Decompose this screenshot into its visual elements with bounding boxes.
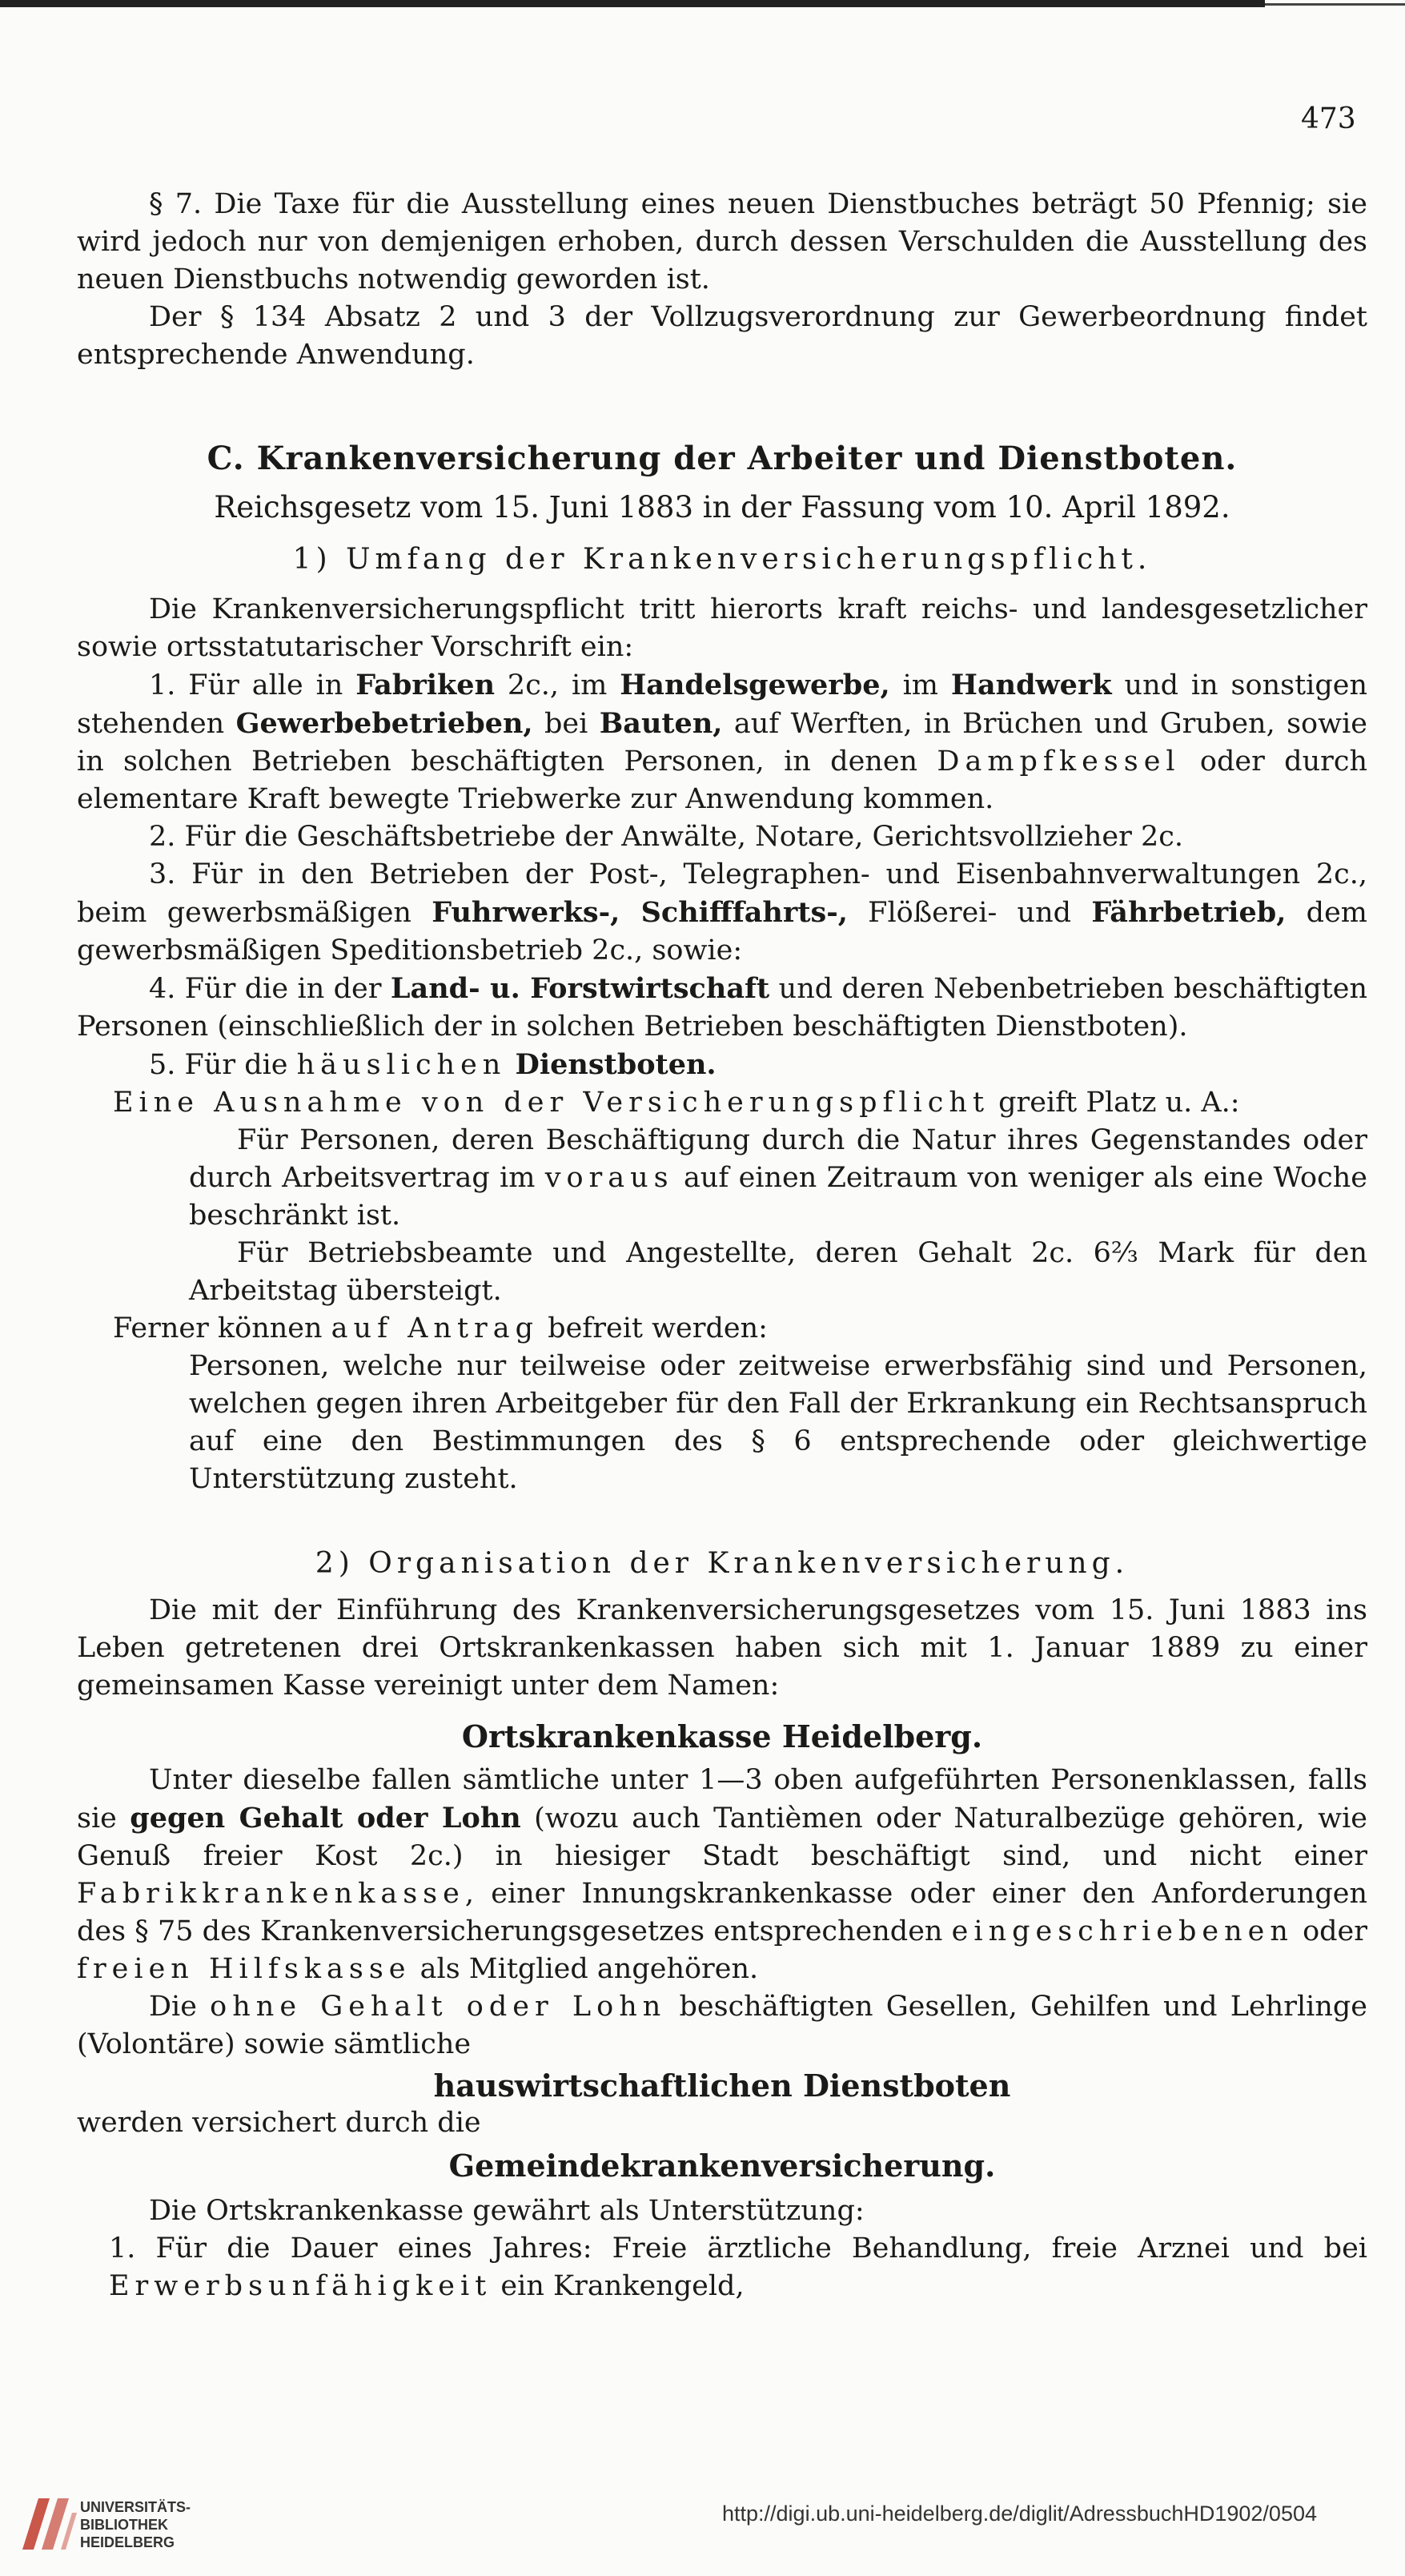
footer — [0, 2474, 1405, 2576]
subheading-organisation: 2) Organisation der Krankenversicherung. — [315, 1547, 1130, 1580]
list-item-4: 4. Für die in der Land- u. Forstwirtschaft und deren Nebenbetrieben beschäftigten Personen (einschließlich der in solchen Betrieben beschäftigten Dienstboten). — [77, 972, 1367, 1043]
library-name: UNIVERSITÄTS- BIBLIOTHEK HEIDELBERG — [80, 2499, 191, 2550]
list-item-3: 3. Für in den Betrieben der Post-, Telegraphen- und Eisenbahnverwaltungen 2c., beim gewerbsmäßigen Fuhrwerks-, Schifffahrts-, Flößerei- und Fährbetrieb, dem gewerbsmäßigen Speditionsbetrieb 2c., sowie: — [77, 858, 1367, 967]
top-rule — [0, 0, 1405, 13]
subheading-scope: 1) Umfang der Krankenversicherungspflicht. — [292, 543, 1152, 576]
benefit-item-1: 1. Für die Dauer eines Jahres: Freie ärztliche Behandlung, freie Arznei und bei Erwerbsunfähigkeit ein Krankengeld, — [109, 2232, 1367, 2302]
page-number: 473 — [1301, 102, 1356, 135]
exception-paragraph-2: Für Betriebsbeamte und Angestellte, deren Gehalt 2c. 6⅔ Mark für den Arbeitstag übersteigt. — [189, 1237, 1367, 1307]
library-logo-icon — [14, 2489, 83, 2558]
paragraph-benefits-intro: Die Ortskrankenkasse gewährt als Unterstützung: — [149, 2195, 865, 2227]
paragraph-organisation: Die mit der Einführung des Krankenversicherungsgesetzes vom 15. Juni 1883 ins Leben getretenen drei Ortskrankenkassen haben sich mit 1. Januar 1889 zu einer gemeinsamen Kasse vereinigt unter dem Namen: — [77, 1594, 1367, 1702]
list-item-2: 2. Für die Geschäftsbetriebe der Anwälte, Notare, Gerichtsvollzieher 2c. — [149, 821, 1183, 853]
paragraph-unpaid: Die ohne Gehalt oder Lohn beschäftigten Gesellen, Gehilfen und Lehrlinge (Volontäre) sowie sämtliche — [77, 1991, 1368, 2060]
list-item-5: 5. Für die häuslichen Dienstboten. — [149, 1048, 717, 1081]
paragraph-intro: Die Krankenversicherungspflicht tritt hierorts kraft reichs- und landesgesetzlicher sowie ortsstatutarischer Vorschrift ein: — [77, 593, 1367, 663]
paragraph-section-7: § 7. Die Taxe für die Ausstellung eines neuen Dienstbuches beträgt 50 Pfennig; sie wird jedoch nur von demjenigen erhoben, durch dessen Verschulden die Ausstellung des neuen Dienstbuchs notwendig geworden ist. — [77, 188, 1367, 295]
exception-paragraph-1: Für Personen, deren Beschäftigung durch die Natur ihres Gegenstandes oder durch Arbeitsvertrag im voraus auf einen Zeitraum von weniger als eine Woche beschränkt ist. — [189, 1124, 1367, 1232]
law-reference: Reichsgesetz vom 15. Juni 1883 in der Fassung vom 10. April 1892. — [214, 490, 1230, 524]
paragraph-section-134: Der § 134 Absatz 2 und 3 der Vollzugsverordnung zur Gewerbeordnung findet entsprechende Anwendung. — [77, 301, 1367, 371]
list-item-1: 1. Für alle in Fabriken 2c., im Handelsgewerbe, im Handwerk und in sonstigen stehenden Gewerbebetrieben, bei Bauten, auf Werften, in Brüchen und Gruben, sowie in solchen Betrieben beschäftigten Personen, in denen Dampfkessel oder durch elementare Kraft bewegte Triebwerke zur Anwendung kommen. — [77, 669, 1368, 815]
source-url-link[interactable]: http://digi.ub.uni-heidelberg.de/diglit/AdressbuchHD1902/0504 — [722, 2502, 1318, 2526]
further-paragraph: Personen, welche nur teilweise oder zeitweise erwerbsfähig sind und Personen, welchen gegen ihren Arbeitgeber für den Fall der Erkrankung ein Rechtsanspruch auf eine den Bestimmungen des § 6 entsprechende oder gleichwertige Unterstützung zusteht. — [189, 1350, 1367, 1495]
top-rule-thick — [0, 0, 1265, 7]
further-lead: Ferner können auf Antrag befreit werden: — [113, 1312, 768, 1344]
insured-by-line: werden versichert durch die — [77, 2107, 481, 2139]
exception-lead: Eine Ausnahme von der Versicherungspflicht greift Platz u. A.: — [113, 1087, 1240, 1119]
municipal-insurance-title: Gemeindekrankenversicherung. — [448, 2148, 996, 2184]
page-body — [77, 186, 1367, 2305]
household-servants-title: hauswirtschaftlichen Dienstboten — [433, 2068, 1011, 2104]
kasse-name: Ortskrankenkasse Heidelberg. — [461, 1718, 983, 1754]
section-heading-c: C. Krankenversicherung der Arbeiter und Dienstboten. — [207, 440, 1238, 477]
top-rule-thin — [1265, 3, 1405, 6]
paragraph-membership: Unter dieselbe fallen sämtliche unter 1—3 oben aufgeführten Personenklassen, falls sie gegen Gehalt oder Lohn (wozu auch Tantièmen oder Naturalbezüge gehören, wie Genuß freier Kost 2c.) in hiesiger Stadt beschäftigt sind, und nicht einer Fabrikkrankenkasse, einer Innungskrankenkasse oder einer den Anforderungen des § 75 des Krankenversicherungsgesetzes entsprechenden eingeschriebenen oder freien Hilfskasse als Mitglied angehören. — [77, 1764, 1368, 1985]
